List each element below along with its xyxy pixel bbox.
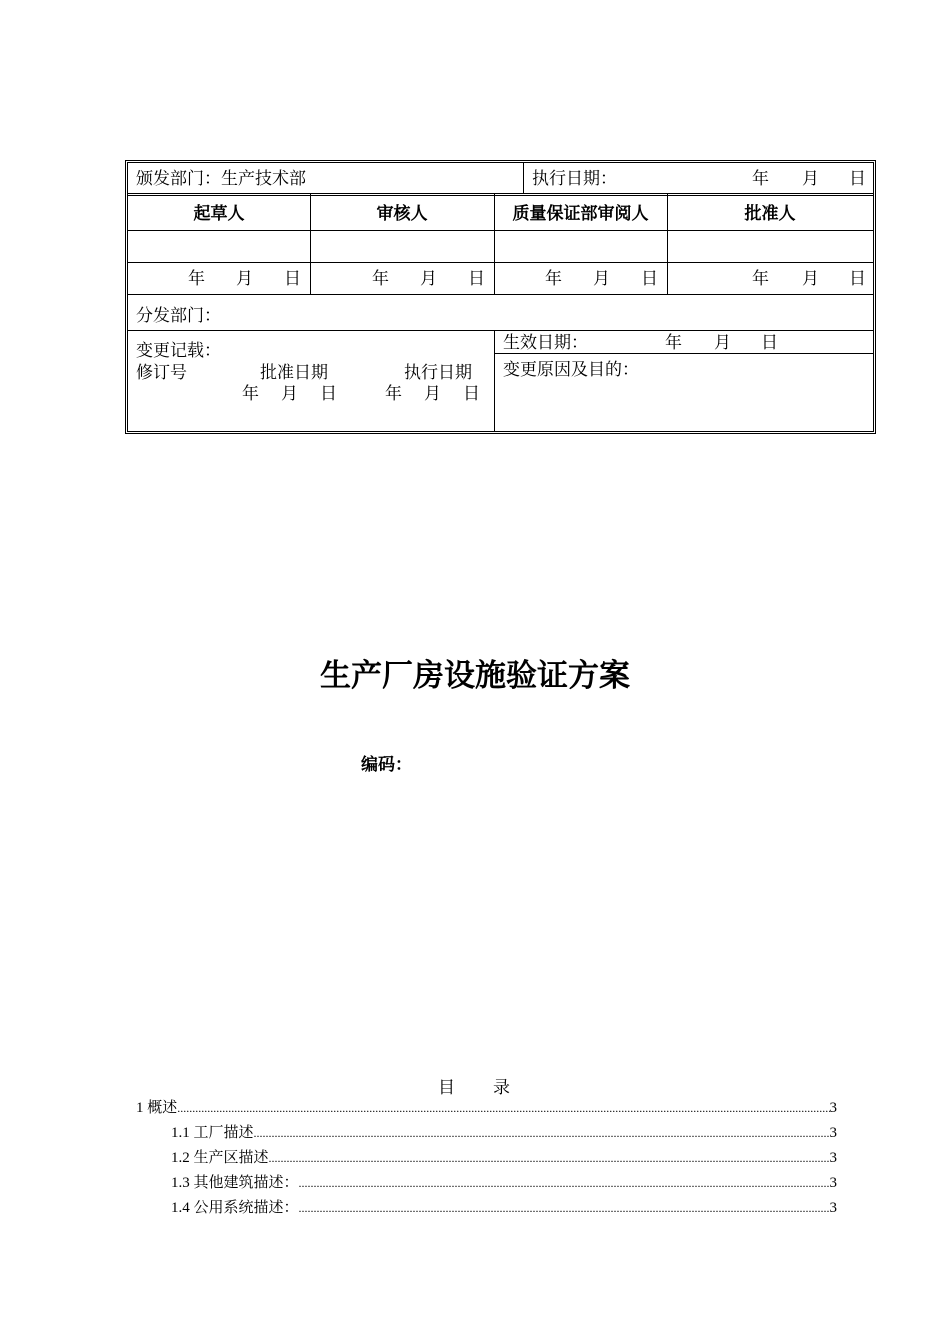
toc-entry-label: 1.2 生产区描述 [171,1150,269,1166]
toc-leader [177,1099,829,1117]
toc-entry-page: 3 [829,1125,837,1141]
rule-row1 [128,193,873,196]
toc-entry[interactable] [171,1124,837,1142]
revision-number-label: 修订号 [136,363,187,383]
approval-form: 颁发部门：生产技术部 执行日期： 年 月 日 起草人 审核人 质量保证部审阅人 批准人 年 月 日 年 月 日 年 月 日 年 月 日 分发部门： 变更记载： 修订号 批准日期 执行日期 年 月 日 年 月 日 生效日期： 年 月 日 变更原因及目的： [125,160,876,434]
toc-entry[interactable] [171,1149,837,1167]
change-record-label: 变更记载： [136,341,221,361]
toc-entry[interactable] [136,1099,837,1117]
rule-row2 [128,230,873,231]
rule-col-exec [523,163,524,193]
toc-entry-page: 3 [829,1200,837,1216]
toc-entry-label: 1.1 工厂描述 [171,1125,254,1141]
toc-leader [299,1199,830,1217]
toc-leader [299,1174,830,1192]
toc-leader [269,1149,830,1167]
rule-row5 [128,330,873,331]
toc-title: 目 录 [438,1078,512,1097]
execution-date-col-label: 执行日期 [404,363,472,383]
toc-entry[interactable] [171,1199,837,1217]
toc-entry-page: 3 [829,1150,837,1166]
signer-approver: 批准人 [744,204,796,224]
signer-reviewer: 审核人 [376,204,428,224]
execution-date-label: 执行日期： [532,169,617,189]
rule-col-change [494,330,495,431]
rule-row4 [128,294,873,295]
toc-leader [254,1124,830,1142]
effective-date-label: 生效日期： [503,333,588,353]
issuing-department: 颁发部门：生产技术部 [136,169,306,189]
signer-qa-reviewer: 质量保证部审阅人 [512,204,649,224]
document-code-label: 编码： [361,755,412,775]
toc-entry-label: 1 概述 [136,1100,178,1116]
distribution-department: 分发部门： [136,306,221,326]
toc-entry-label: 1.4 公用系统描述： [171,1200,299,1216]
toc-entry[interactable] [171,1174,837,1192]
toc-entry-page: 3 [829,1100,837,1116]
toc-entry-page: 3 [829,1175,837,1191]
change-reason-label: 变更原因及目的： [503,360,639,380]
document-title: 生产厂房设施验证方案 [320,658,630,694]
approval-date-label: 批准日期 [260,363,328,383]
toc-entry-label: 1.3 其他建筑描述： [171,1175,299,1191]
rule-right-sub [495,353,873,354]
rule-row3 [128,262,873,263]
signer-drafter: 起草人 [193,204,245,224]
